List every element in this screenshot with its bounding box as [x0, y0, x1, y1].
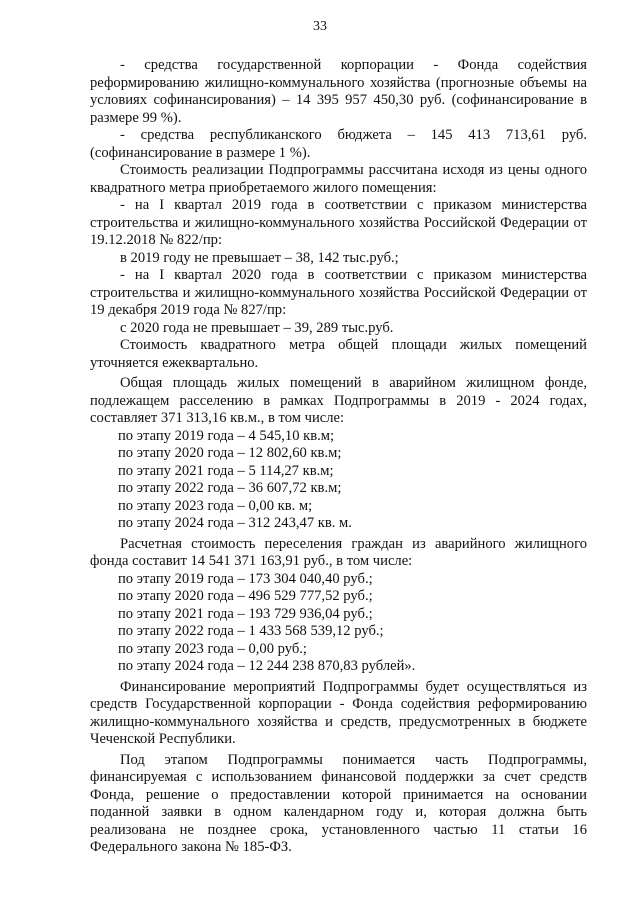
paragraph-quarterly-update: Стоимость квадратного метра общей площади жилых помещений уточняется ежеквартально.	[90, 337, 587, 371]
area-stage-item: по этапу 2019 года – 4 545,10 кв.м;	[118, 427, 335, 444]
paragraph-financing: Финансирование мероприятий Подпрограммы будет осуществляться из средств Государственной корпорации - Фонда содействия реформированию жилищно-коммунального хозяйства и средств, предусмотренных в бюджете Чеченской Республики.	[90, 678, 587, 747]
area-stage-item: по этапу 2022 года – 36 607,72 кв.м;	[118, 480, 342, 496]
paragraph-total-cost: Расчетная стоимость переселения граждан из аварийного жилищного фонда составит 14 541 371 163,91 руб., в том числе:	[90, 535, 587, 569]
paragraph-stage-definition: Под этапом Подпрограммы понимается часть Подпрограммы, финансируемая с использованием финансовой поддержки за счет средств Фонда, решение о предоставлении которой принимается на основании поданной заявки в одном календарном году и, которая должна быть реализована не позднее срока, установленного частью 11 статьи 16 Федерального закона № 185-ФЗ.	[90, 751, 587, 855]
cost-stage-item: по этапу 2023 года – 0,00 руб.;	[118, 640, 307, 657]
area-stage-item: по этапу 2023 года – 0,00 кв. м;	[118, 497, 313, 514]
cost-stage-item: по этапу 2022 года – 1 433 568 539,12 руб.;	[118, 623, 384, 639]
area-stage-item: по этапу 2021 года – 5 114,27 кв.м;	[118, 462, 334, 479]
paragraph-total-area: Общая площадь жилых помещений в аварийном жилищном фонде, подлежащем расселению в рамках Подпрограммы в 2019 - 2024 годах, составляет 371 313,16 кв.м., в том числе:	[90, 375, 587, 426]
paragraph-order-2020: - на I квартал 2020 года в соответствии с приказом министерства строительства и жилищно-коммунального хозяйства Российской Федерации от 19 декабря 2019 года № 827/пр:	[90, 267, 587, 318]
paragraph-price-2019: в 2019 году не превышает – 38, 142 тыс.руб.;	[120, 249, 399, 266]
page-number: 33	[313, 19, 327, 34]
cost-stage-item: по этапу 2024 года – 12 244 238 870,83 рублей».	[118, 658, 416, 674]
cost-stage-item: по этапу 2019 года – 173 304 040,40 руб.;	[118, 570, 373, 587]
paragraph-price-2020: с 2020 года не превышает – 39, 289 тыс.руб.	[120, 319, 394, 336]
document-body	[90, 57, 587, 857]
paragraph-order-2019: - на I квартал 2019 года в соответствии с приказом министерства строительства и жилищно-коммунального хозяйства Российской Федерации от 19.12.2018 № 822/пр:	[90, 197, 587, 248]
cost-stage-item: по этапу 2020 года – 496 529 777,52 руб.;	[118, 588, 373, 604]
area-stage-item: по этапу 2024 года – 312 243,47 кв. м.	[118, 515, 352, 531]
paragraph-fund-source: - средства государственной корпорации - Фонда содействия реформированию жилищно-коммунального хозяйства (прогнозные объемы на условиях софинансирования) – 14 395 957 450,30 руб. (софинансирование в размере 99 %).	[90, 57, 587, 126]
area-stage-item: по этапу 2020 года – 12 802,60 кв.м;	[118, 445, 342, 461]
paragraph-cost-basis: Стоимость реализации Подпрограммы рассчитана исходя из цены одного квадратного метра приобретаемого жилого помещения:	[90, 162, 587, 196]
cost-stage-item: по этапу 2021 года – 193 729 936,04 руб.;	[118, 605, 373, 622]
paragraph-budget-source: - средства республиканского бюджета – 145 413 713,61 руб. (софинансирование в размере 1 %).	[90, 127, 587, 161]
